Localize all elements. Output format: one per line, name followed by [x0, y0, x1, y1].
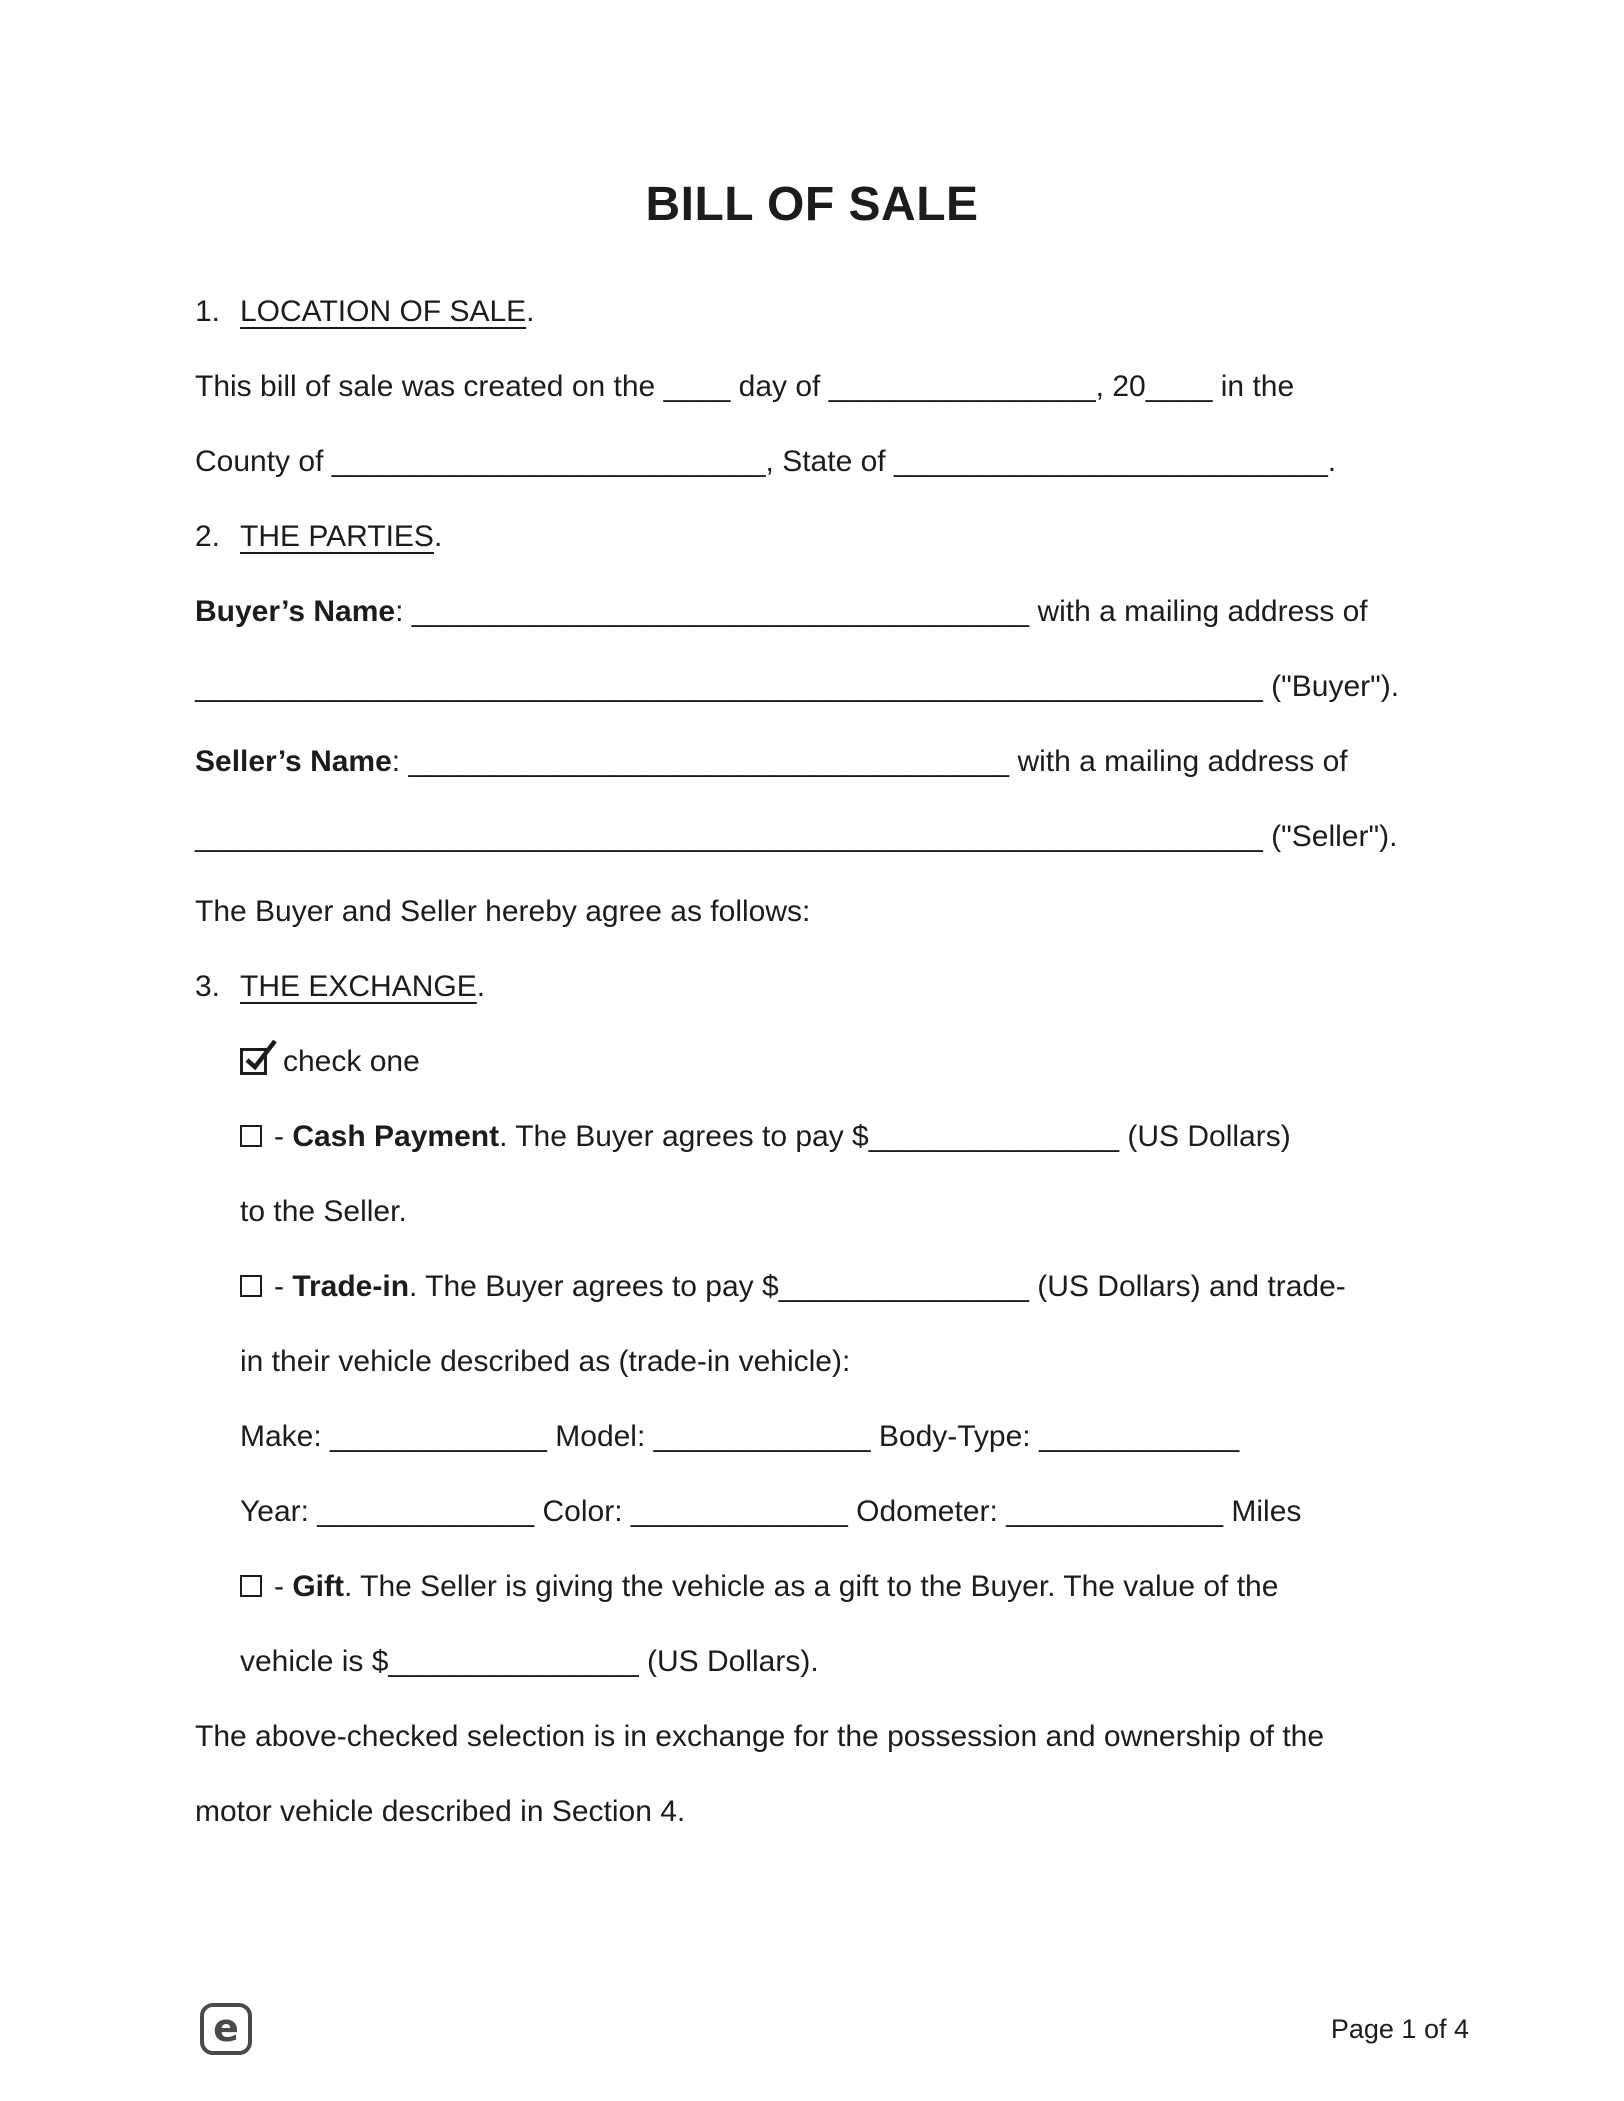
sale-date-line: This bill of sale was created on the ____ day of ________________, 20____ in the: [195, 370, 1295, 403]
trade-dash: -: [274, 1270, 293, 1303]
trade-in-label: Trade-in: [292, 1270, 410, 1303]
trade-checkbox-icon: [240, 1275, 262, 1297]
buyer-name-blank: : _____________________________________ with a mailing address of: [395, 595, 1368, 628]
seller-name-blank: : ____________________________________ with a mailing address of: [391, 745, 1348, 778]
cash-checkbox-icon: [240, 1125, 262, 1147]
document-body: [195, 274, 1429, 1849]
cash-payment-line: [195, 1099, 1429, 1174]
cash-payment-continuation-line: to the Seller.: [240, 1195, 407, 1228]
cash-payment-text: . The Buyer agrees to pay $_______________ (US Dollars): [499, 1120, 1291, 1153]
seller-address-line: ________________________________________________________________ ("Seller").: [195, 820, 1398, 853]
buyer-address-line: ________________________________________________________________ ("Buyer").: [195, 670, 1400, 703]
vehicle-make-model-line: Make: _____________ Model: _____________ Body-Type: ____________: [240, 1420, 1240, 1453]
section-3-period: .: [476, 970, 486, 1003]
gift-text: . The Seller is giving the vehicle as a gift to the Buyer. The value of the: [343, 1570, 1279, 1603]
section-2-title: THE PARTIES: [240, 520, 434, 553]
buyer-name-line: [195, 574, 1429, 649]
county-state-line: County of __________________________, State of __________________________.: [195, 445, 1337, 478]
page-number: Page 1 of 4: [1330, 2013, 1469, 2044]
section-2-heading: [195, 499, 1429, 574]
section-1-period: .: [526, 295, 535, 328]
closing-line-2: motor vehicle described in Section 4.: [195, 1795, 686, 1828]
vehicle-year-color-line: Year: _____________ Color: _____________ Odometer: _____________ Miles: [240, 1495, 1302, 1528]
buyer-name-label: Buyer’s Name: [195, 595, 396, 628]
gift-continuation-line: vehicle is $_______________ (US Dollars).: [240, 1645, 819, 1678]
cash-dash: -: [274, 1120, 293, 1153]
seller-name-label: Seller’s Name: [195, 745, 392, 778]
trade-in-line: [195, 1249, 1429, 1324]
cash-payment-label: Cash Payment: [292, 1120, 500, 1153]
section-3-title: THE EXCHANGE: [240, 970, 477, 1003]
eforms-logo: e: [200, 2003, 252, 2055]
section-2-number: 2.: [195, 520, 221, 553]
checked-checkbox-icon: [240, 1048, 267, 1075]
trade-in-continuation-line: in their vehicle described as (trade-in vehicle):: [240, 1345, 851, 1378]
gift-line: [195, 1549, 1429, 1624]
gift-checkbox-icon: [240, 1575, 262, 1597]
section-3-number: 3.: [195, 970, 221, 1003]
section-1-title: LOCATION OF SALE: [240, 295, 527, 328]
trade-in-text: . The Buyer agrees to pay $_______________ (US Dollars) and trade-: [409, 1270, 1346, 1303]
agreement-intro-line: The Buyer and Seller hereby agree as follows:: [195, 895, 811, 928]
closing-line-1: The above-checked selection is in exchange for the possession and ownership of the: [195, 1720, 1325, 1753]
gift-dash: -: [274, 1570, 293, 1603]
section-2-period: .: [433, 520, 443, 553]
section-1-number: 1.: [195, 295, 221, 328]
page-footer: [200, 2003, 1469, 2055]
seller-name-line: [195, 724, 1429, 799]
section-3-heading: [195, 949, 1429, 1024]
check-one-label: check one: [283, 1045, 420, 1078]
document-title: BILL OF SALE: [645, 178, 979, 231]
section-1-heading: [195, 274, 1429, 349]
gift-label: Gift: [292, 1570, 344, 1603]
check-one-line: [195, 1024, 1429, 1099]
